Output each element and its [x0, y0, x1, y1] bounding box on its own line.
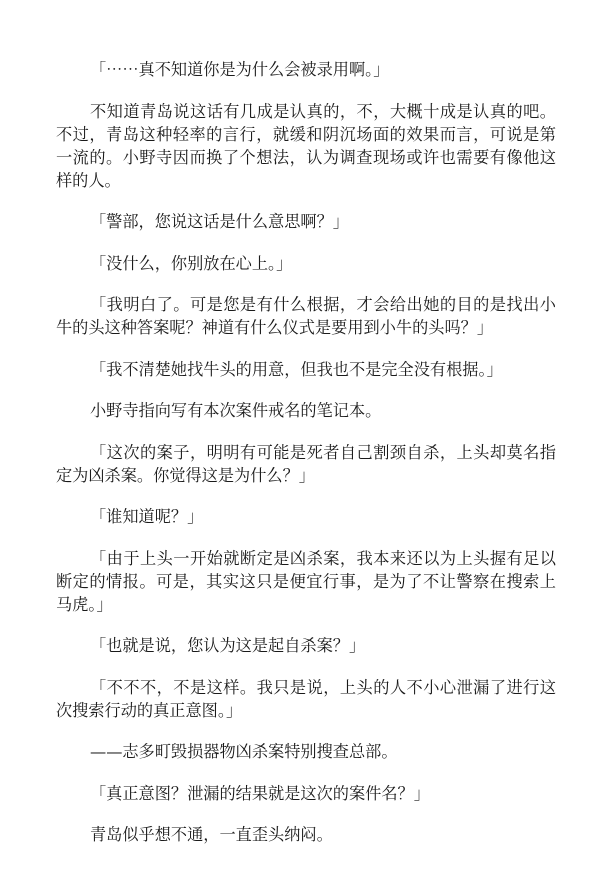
paragraph: 「我不清楚她找牛头的用意，但我也不是完全没有根据。」 — [90, 359, 503, 379]
paragraph: 「不不不，不是这样。我只是说，上头的人不小心泄漏了进行这次搜索行动的真正意图。」 — [56, 677, 556, 720]
paragraph: 「真正意图？泄漏的结果就是这次的案件名？」 — [90, 783, 430, 803]
paragraph: 「没什么，你别放在心上。」 — [90, 253, 293, 273]
paragraph: ——志多町毁损器物凶杀案特别搜查总部。 — [90, 742, 398, 761]
paragraph: 「我明白了。可是您是有什么根据，才会给出她的目的是找出小牛的头这种答案呢？神道有什么仪式是要用到小牛的头吗？」 — [56, 295, 556, 337]
paragraph: 「这次的案子，明明有可能是死者自己割颈自杀，上头却莫名指定为凶杀案。你觉得这是为什么？」 — [56, 442, 556, 485]
paragraph: 「由于上头一开始就断定是凶杀案，我本来还以为上头握有足以断定的情报。可是，其实这只是便宜行事，是为了不让警察在搜索上马虎。」 — [56, 548, 556, 614]
paragraph: 小野寺指向写有本次案件戒名的笔记本。 — [90, 401, 382, 420]
page-text — [56, 58, 556, 865]
paragraph: 不知道青岛说这话有几成是认真的，不，大概十成是认真的吧。不过，青岛这种轻率的言行，就缓和阴沉场面的效果而言，可说是第一流的。小野寺因而换了个想法，认为调查现场或许也需要有像他这样的人。 — [56, 101, 556, 190]
paragraph: 「⋯⋯真不知道你是为什么会被录用啊。」 — [90, 60, 390, 79]
paragraph: 「也就是说，您认为这是起自杀案？」 — [90, 636, 366, 655]
paragraph: 青岛似乎想不通，一直歪头纳闷。 — [90, 825, 333, 844]
paragraph: 「谁知道呢？」 — [90, 507, 204, 526]
paragraph: 「警部，您说这话是什么意思啊？」 — [90, 212, 349, 231]
